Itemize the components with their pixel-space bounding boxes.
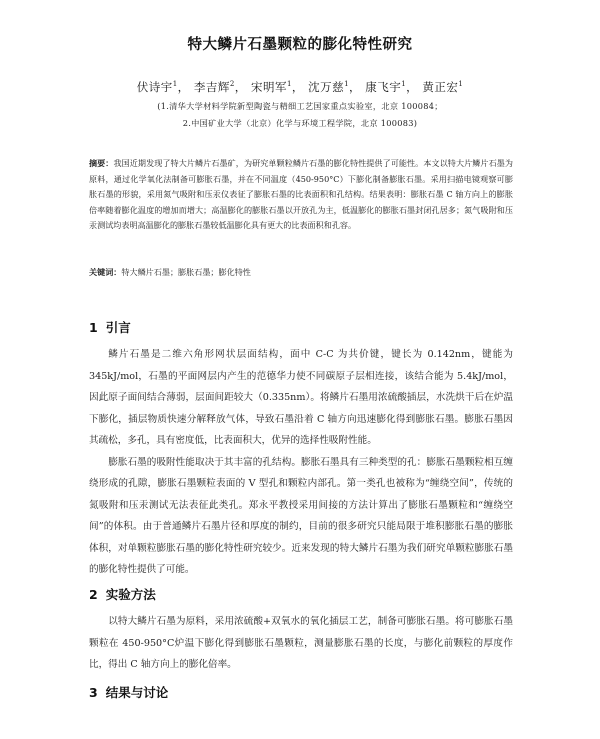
keywords [89, 267, 513, 278]
paragraph: 膨胀石墨的吸附性能取决于其丰富的孔结构。膨胀石墨具有三种类型的孔：膨胀石墨颗粒相互缠绕形成的孔隙，膨胀石墨颗粒表面的 V 型孔和颗粒内部孔。第一类孔也被称为“缠绕空间”，传统的氮吸附和压汞测试无法表征此类孔。郑永平教授采用间接的方法计算出了膨胀石墨颗粒和“缠绕空间”的体积。由于普通鳞片石墨片径和厚度的制约，目前的很多研究只能局限于堆积膨胀石墨的膨胀体积，对单颗粒膨胀石墨的膨化特性研究较少。近来发现的特大鳞片石墨为我们研究单颗粒膨胀石墨的膨化特性提供了可能。 [89, 456, 513, 575]
affiliation: 2.中国矿业大学（北京）化学与环境工程学院，北京 100083) [182, 118, 418, 128]
author: 伏诗宇$^1$ [136, 80, 178, 94]
abstract [89, 156, 513, 234]
abstract-text: 我国近期发现了特大片鳞片石墨矿，为研究单颗粒鳞片石墨的膨化特性提供了可能性。本文以特大片鳞片石墨为原料，通过化学氧化法制备可膨胀石墨，并在不同温度（450-950°C）下膨化制备膨胀石墨。采用扫描电镜观察可膨胀石墨的形貌，采用氮气吸附和压汞仪表征了膨胀石墨的比表面积和孔结构。结果表明：膨胀石墨 C 轴方向上的膨胀倍率随着膨化温度的增加而增大；高温膨化的膨胀石墨以开放孔为主，低温膨化的膨胀石墨封闭孔居多；氮气吸附和压汞测试均表明高温膨化的膨胀石墨较低温膨化具有更大的比表面积和孔容。 [89, 158, 513, 231]
paragraph: 鳞片石墨是二维六角形网状层面结构，面中 C-C 为共价键，键长为 0.142nm，键能为345kJ/mol，石墨的平面网层内产生的范德华力使不同碳原子层相连接，该结合能为 5.4kJ/mol，因此原子面间结合薄弱，层面间距较大（0.335nm）。将鳞片石墨用浓硫酸插层，水洗烘干后在炉温下膨化，插层物质快速分解释放气体，导致石墨沿着 C 轴方向迅速膨化得到膨胀石墨。膨胀石墨因其疏松，多孔，具有密度低，比表面积大，优异的选择性吸附性能。 [89, 349, 513, 446]
paper-title: 特大鳞片石墨颗粒的膨化特性研究 [187, 37, 413, 53]
section-heading: 2 实验方法 [89, 587, 156, 602]
section-heading: 3 结果与讨论 [89, 685, 169, 700]
author: 康飞宇$^1$ [365, 80, 407, 94]
paragraph: 以特大鳞片石墨为原料，采用浓硫酸+双氧水的氧化插层工艺，制备可膨胀石墨。将可膨胀石墨颗粒在 450-950°C炉温下膨化得到膨胀石墨颗粒，测量膨胀石墨的长度，与膨化前颗粒的厚度作比，得出 C 轴方向上的膨化倍率。 [89, 616, 513, 670]
section-body [89, 344, 513, 581]
author-list: 伏诗宇$^1$， 李吉辉$^2$， 宋明军$^1$， 沈万慈$^1$， 康飞宇$^1$， 黄正宏$^1$ [136, 80, 464, 94]
section-heading: 1 引言 [89, 320, 131, 335]
abstract-label: 摘要： [89, 158, 114, 168]
author: 宋明军$^1$ [250, 80, 292, 94]
author: 黄正宏$^1$ [422, 80, 464, 94]
author: 李吉辉$^2$ [193, 80, 235, 94]
section-body [89, 611, 513, 676]
affiliation: (1.清华大学材料学院新型陶瓷与精细工艺国家重点实验室，北京 100084； [157, 101, 443, 111]
author: 沈万慈$^1$ [308, 80, 350, 94]
keywords-text: 特大鳞片石墨；膨胀石墨；膨化特性 [121, 267, 251, 277]
keywords-label: 关键词： [89, 267, 122, 277]
